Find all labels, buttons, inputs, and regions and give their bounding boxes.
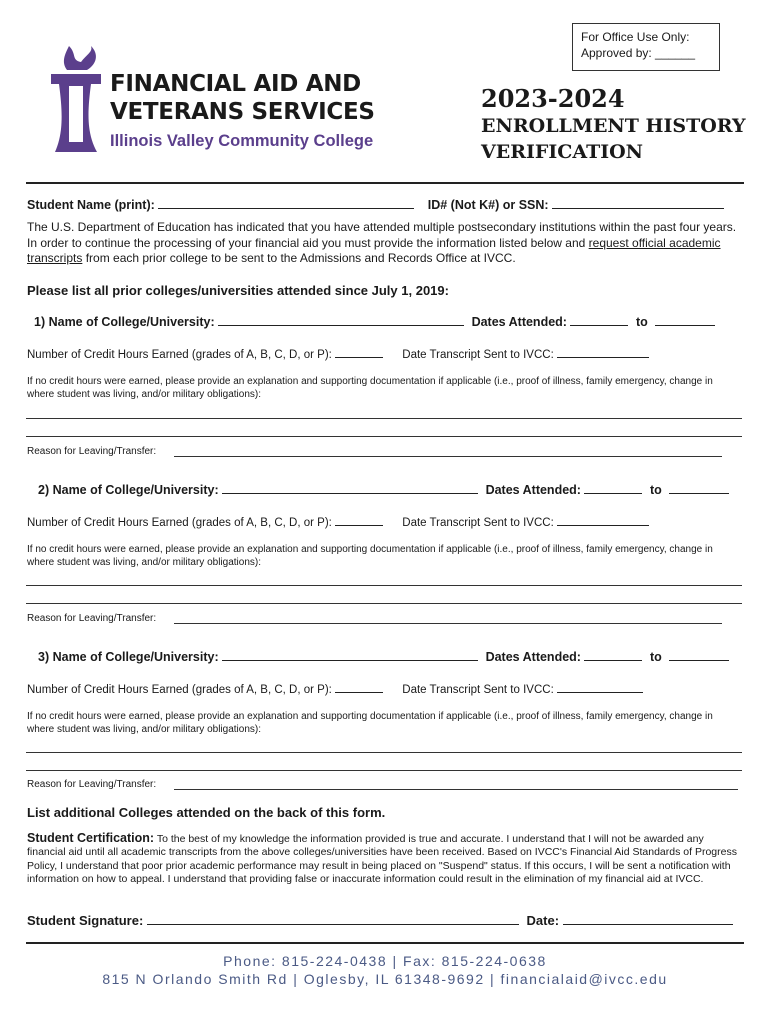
college-1-end-date-field[interactable] xyxy=(655,313,715,326)
college-2-hours-field[interactable] xyxy=(335,513,383,526)
college-1-explanation-line[interactable] xyxy=(26,436,742,437)
intro-paragraph: The U.S. Department of Education has indicated that you have attended multiple postsecondary institutions within the past four years. In order to continue the processing of your financial aid you must provide the information listed below and request official academic transcripts from each prior college to be sent to the Admissions and Records Office at IVCC. xyxy=(27,220,737,265)
id-label: ID# (Not K#) or SSN: xyxy=(427,198,549,212)
footer-divider xyxy=(26,942,744,944)
additional-colleges-note: List additional Colleges attended on the back of this form. xyxy=(27,805,386,820)
college-2-explanation-line[interactable] xyxy=(26,603,742,604)
academic-year: 2023-2024 xyxy=(481,84,625,113)
college-2-hours-row: Number of Credit Hours Earned (grades of A, B, C, D, or P): Date Transcript Sent to IVCC: xyxy=(27,513,649,529)
header-divider xyxy=(26,182,744,184)
college-name: Illinois Valley Community College xyxy=(110,132,374,150)
college-2-start-date-field[interactable] xyxy=(584,481,642,494)
list-heading: Please list all prior colleges/universities attended since July 1, 2019: xyxy=(27,283,449,298)
signature-date-field[interactable] xyxy=(563,912,733,925)
college-1-hours-row: Number of Credit Hours Earned (grades of A, B, C, D, or P): Date Transcript Sent to IVCC: xyxy=(27,345,649,361)
college-2-reason-field[interactable] xyxy=(174,623,722,624)
college-1-reason-label: Reason for Leaving/Transfer: xyxy=(27,446,157,457)
request-transcripts-link[interactable]: request official academic transcripts xyxy=(27,235,721,265)
college-1-explanation-text: If no credit hours were earned, please provide an explanation and supporting documentation if applicable (i.e., proof of illness, family emergency, change in where student was living, and/or military obligations): xyxy=(27,376,713,400)
college-3-transcript-date-field[interactable] xyxy=(557,680,643,693)
college-1-hours-field[interactable] xyxy=(335,345,383,358)
college-1-start-date-field[interactable] xyxy=(570,313,628,326)
college-2-explanation-line[interactable] xyxy=(26,585,742,586)
footer-contact: Phone: 815-224-0438 | Fax: 815-224-0638 xyxy=(223,953,547,969)
college-1-name-field[interactable] xyxy=(218,313,464,326)
ivcc-flame-logo-icon xyxy=(47,44,105,156)
student-name-label: Student Name (print): xyxy=(27,198,155,212)
department-name: FINANCIAL AID AND VETERANS SERVICES xyxy=(110,71,375,125)
college-2-explanation-text: If no credit hours were earned, please provide an explanation and supporting documentation if applicable (i.e., proof of illness, family emergency, change in where student was living, and/or military obligations): xyxy=(27,544,713,568)
college-3-end-date-field[interactable] xyxy=(669,648,729,661)
college-3-hours-field[interactable] xyxy=(335,680,383,693)
student-certification xyxy=(27,832,745,887)
college-1-reason-field[interactable] xyxy=(174,456,722,457)
college-2-end-date-field[interactable] xyxy=(669,481,729,494)
college-3-reason-field[interactable] xyxy=(174,789,738,790)
college-3-explanation-line[interactable] xyxy=(26,770,742,771)
college-3-start-date-field[interactable] xyxy=(584,648,642,661)
college-3-explanation-text: If no credit hours were earned, please provide an explanation and supporting documentation if applicable (i.e., proof of illness, family emergency, change in where student was living, and/or military obligations): xyxy=(27,711,713,735)
college-3-hours-row: Number of Credit Hours Earned (grades of A, B, C, D, or P): Date Transcript Sent to IVCC: xyxy=(27,680,643,696)
footer-address: 815 N Orlando Smith Rd | Oglesby, IL 61348-9692 | financialaid@ivcc.edu xyxy=(102,971,668,987)
college-2-name-field[interactable] xyxy=(222,481,478,494)
college-3-name-row: 3) Name of College/University: Dates Attended: to xyxy=(38,648,729,664)
certification-label: Student Certification: xyxy=(27,831,155,845)
college-2-reason-label: Reason for Leaving/Transfer: xyxy=(27,613,157,624)
college-3-name-field[interactable] xyxy=(222,648,478,661)
college-2-transcript-date-field[interactable] xyxy=(557,513,649,526)
college-1-transcript-date-field[interactable] xyxy=(557,345,649,358)
college-3-reason-label: Reason for Leaving/Transfer: xyxy=(27,779,157,790)
college-2-name-row: 2) Name of College/University: Dates Attended: to xyxy=(38,481,729,497)
signature-row: Student Signature: Date: xyxy=(27,912,733,928)
college-3-explanation-line[interactable] xyxy=(26,752,742,753)
certification-text: To the best of my knowledge the information provided is true and accurate. I understand that I will not be awarded any financial aid until all academic transcripts from the above colleges/universities have been received. Based on IVCC's Financial Aid Standards of Progress Policy, I understand that poor prior academic performance may result in being placed on "Suspend" status. If this occurs, I will be sent a notification with information on how to appeal. I understand that providing false or inaccurate information could result in the elimination of my financial aid at IVCC. xyxy=(27,833,737,886)
signature-field[interactable] xyxy=(147,912,519,925)
document-title: ENROLLMENT HISTORY VERIFICATION xyxy=(481,115,746,163)
approved-by-field[interactable]: Approved by: ______ xyxy=(581,46,696,60)
id-field[interactable] xyxy=(552,196,724,209)
student-info-row xyxy=(27,196,724,212)
student-name-field[interactable] xyxy=(158,196,414,209)
office-use-box xyxy=(572,23,720,71)
office-use-label: For Office Use Only: xyxy=(581,30,690,44)
college-1-name-row: 1) Name of College/University: Dates Attended: to xyxy=(34,313,715,329)
college-1-explanation-line[interactable] xyxy=(26,418,742,419)
